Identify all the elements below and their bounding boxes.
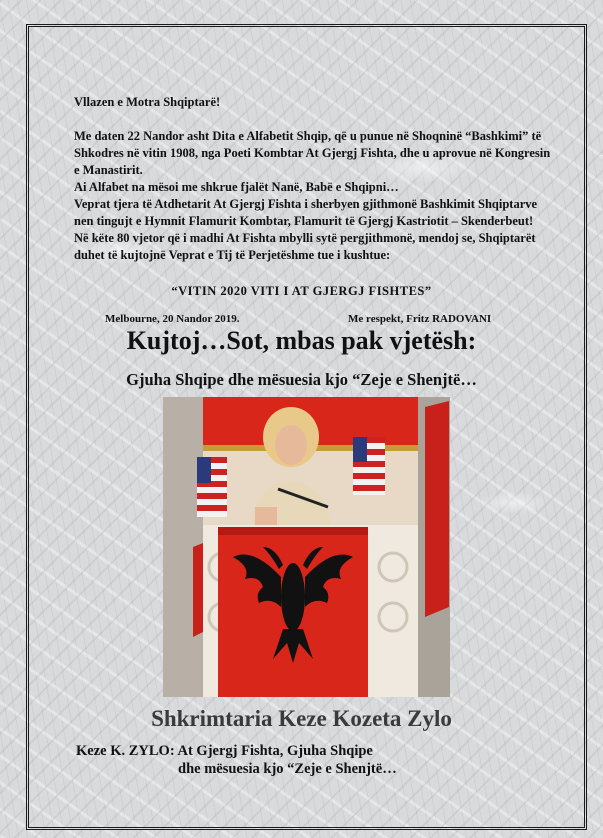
article-headline: Kujtoj…Sot, mbas pak vjetësh: <box>126 326 477 355</box>
dedication-quote: “VITIN 2020 VITI I AT GJERGJ FISHTES” <box>171 284 432 298</box>
letter-body <box>74 94 554 264</box>
letter-signature: Me respekt, Fritz RADOVANI <box>348 313 492 325</box>
byline-line-2: dhe mësuesia kjo “Zeje e Shenjtë… <box>178 761 397 777</box>
byline <box>76 742 397 778</box>
letter-paragraph-4: Në këte 80 vjetor që i madhi At Fishta mbylli sytë pergjithmonë, mendoj se, Shqiptarët duhet të kujtojnë Veprat e Tij të Perjetëshme tue i kushtue: <box>74 231 536 262</box>
byline-line-1: Keze K. ZYLO: At Gjergj Fishta, Gjuha Shqipe <box>76 743 373 759</box>
author-photo <box>163 397 450 697</box>
us-flag-left-icon <box>197 457 227 517</box>
author-name: Shkrimtaria Keze Kozeta Zylo <box>151 706 452 731</box>
us-flag-right-icon <box>353 437 385 495</box>
letter-paragraph-2: Ai Alfabet na mësoi me shkrue fjalët Nanë, Babë e Shqipni… <box>74 180 399 194</box>
letter-paragraph-3: Veprat tjera të Atdhetarit At Gjergj Fishta i sherbyen gjithmonë Bashkimit Shqiptarve nen tingujt e Hymnit Flamurit Kombtar, Flamurit të Gjergj Kastriotit – Skenderbeut! <box>74 197 538 228</box>
letter-paragraph-1: Me daten 22 Nandor asht Dita e Alfabetit Shqip, që u punue në Shoqninë “Bashkimi” të Shkodres në vitin 1908, nga Poeti Kombtar At Gjergj Fishta, dhe u aprovue në Kongresin e Manastirit. <box>74 129 551 177</box>
article-subheadline: Gjuha Shqipe dhe mësuesia kjo “Zeje e Shenjtë… <box>126 370 477 389</box>
letter-greeting: Vllazen e Motra Shqiptarë! <box>74 95 221 109</box>
place-date: Melbourne, 20 Nandor 2019. <box>105 313 240 325</box>
